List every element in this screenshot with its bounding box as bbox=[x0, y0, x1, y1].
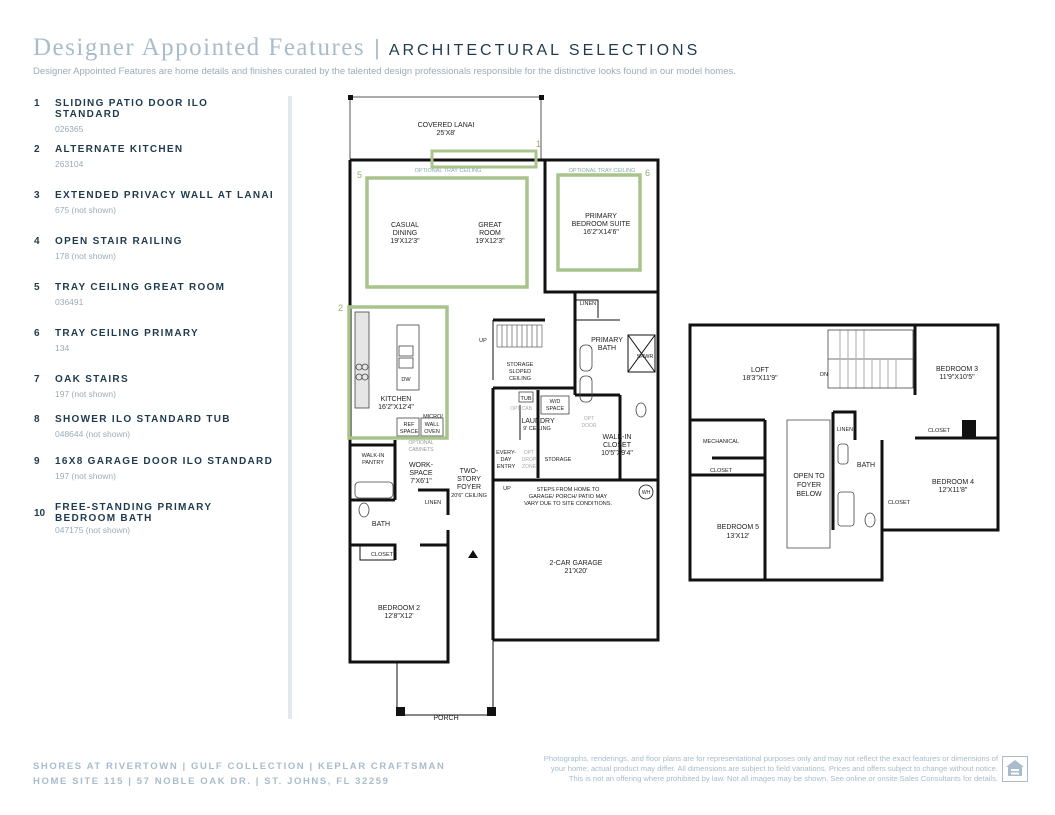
disclaimer-line: Photographs, renderings, and floor plans are for representational purposes only and may not reflect the exact features or dimensions of bbox=[543, 754, 998, 763]
tray-ceiling-label: OPTIONAL TRAY CEILING bbox=[568, 168, 636, 174]
room-dim: 10'5"X9'4" bbox=[601, 450, 633, 457]
room-name: 2-CAR GARAGE bbox=[549, 560, 603, 567]
feature-number: 3 bbox=[34, 190, 40, 201]
room-name: DAY bbox=[500, 457, 512, 463]
disclaimer-line: This is not an offering where prohibited by law. Not all images may be shown. See online or onsite Sales Consultants for details. bbox=[568, 774, 998, 783]
feature-name: TRAY CEILING GREAT ROOM bbox=[55, 282, 226, 293]
feature-name: FREE-STANDING PRIMARY BEDROOM BATH bbox=[55, 502, 213, 524]
room-name: WALK-IN bbox=[602, 434, 632, 441]
room-name: STORAGE bbox=[544, 457, 572, 463]
feature-item bbox=[34, 328, 274, 374]
room-name: SLOPED bbox=[508, 369, 532, 375]
appliance-label: MICRO/ bbox=[423, 414, 443, 420]
feature-item bbox=[34, 98, 274, 144]
room-dim: 20'6" CEILING bbox=[451, 493, 487, 499]
room-name: PRIMARY bbox=[591, 337, 623, 344]
callout-5: 5 bbox=[357, 170, 363, 180]
porch-posts bbox=[396, 550, 496, 716]
option-label: DOOR bbox=[581, 423, 597, 429]
feature-number: 9 bbox=[34, 456, 40, 467]
footer-homesite: HOME SITE 115 | 57 NOBLE OAK DR. | ST. JOHNS, FL 32259 bbox=[33, 776, 390, 787]
option-label: OPT CAB bbox=[510, 406, 532, 412]
room-name: DINING bbox=[392, 230, 418, 237]
feature-name: SLIDING PATIO DOOR ILO STANDARD bbox=[55, 98, 209, 120]
feature-item bbox=[34, 282, 274, 328]
feature-name: OAK STAIRS bbox=[55, 374, 129, 385]
room-name: BATH bbox=[856, 462, 876, 469]
room-name: BEDROOM 5 bbox=[716, 524, 760, 531]
room-name: SHWR bbox=[636, 354, 654, 360]
note-text: GARAGE/ PORCH/ PATIO MAY bbox=[528, 494, 608, 500]
option-label: DROP bbox=[521, 457, 537, 463]
page-subtitle: ARCHITECTURAL SELECTIONS bbox=[388, 42, 701, 59]
room-dim: 12'8"X12' bbox=[384, 613, 414, 620]
footer-address bbox=[33, 759, 445, 789]
room-name: BATH bbox=[371, 521, 391, 528]
room-name: EVERY- bbox=[496, 450, 516, 456]
title-row bbox=[33, 34, 1033, 62]
equal-housing-icon bbox=[1002, 756, 1028, 782]
room-name: LINEN bbox=[424, 500, 442, 506]
option-label: OPTIONAL bbox=[408, 440, 434, 446]
room-name: BEDROOM 4 bbox=[931, 479, 975, 486]
feature-item bbox=[34, 374, 274, 414]
room-dim: 25'X8' bbox=[436, 130, 456, 137]
room-name: CEILING bbox=[508, 376, 532, 382]
feature-code: 197 (not shown) bbox=[55, 471, 116, 481]
feature-number: 5 bbox=[34, 282, 40, 293]
feature-code: 047175 (not shown) bbox=[55, 525, 131, 535]
room-name: CLOSET bbox=[927, 428, 951, 434]
feature-number: 2 bbox=[34, 144, 40, 155]
first-floor-stairs bbox=[497, 325, 542, 347]
option-label: OPT bbox=[583, 416, 595, 422]
room-name: BATH bbox=[597, 345, 617, 352]
option-label: OPT bbox=[523, 450, 535, 456]
feature-code: 026365 bbox=[55, 124, 84, 134]
room-name: MECHANICAL bbox=[702, 439, 740, 445]
vertical-divider bbox=[288, 96, 292, 719]
bath-fixtures bbox=[355, 345, 646, 517]
page-header bbox=[33, 34, 1033, 77]
room-name: PRIMARY bbox=[585, 213, 617, 220]
room-name: CLOSET bbox=[602, 442, 632, 449]
callout-6: 6 bbox=[645, 168, 651, 178]
room-name: OPEN TO bbox=[793, 473, 825, 480]
svg-text:WH: WH bbox=[641, 490, 651, 496]
fixture-label: TUB bbox=[520, 396, 532, 402]
room-name: FOYER bbox=[796, 482, 822, 489]
appliance-label: REF bbox=[403, 422, 415, 428]
feature-number: 6 bbox=[34, 328, 40, 339]
title-separator: | bbox=[374, 35, 380, 60]
appliance-label: W/D bbox=[549, 399, 561, 405]
room-dim: 9' CEILING bbox=[523, 426, 551, 432]
appliance-label: DW bbox=[401, 377, 411, 383]
appliance-label: SPACE bbox=[399, 429, 419, 435]
room-name: CLOSET bbox=[709, 468, 733, 474]
room-dim: 21'X20' bbox=[564, 568, 588, 575]
feature-number: 7 bbox=[34, 374, 40, 385]
feature-code: 048644 (not shown) bbox=[55, 429, 131, 439]
room-dim: 12'X11'8" bbox=[938, 487, 968, 494]
feature-code: 263104 bbox=[55, 159, 84, 169]
feature-name: OPEN STAIR RAILING bbox=[55, 236, 183, 247]
room-dim: 7'X6'1" bbox=[410, 478, 432, 485]
room-name: ROOM bbox=[479, 230, 501, 237]
disclaimer bbox=[520, 754, 998, 784]
room-name: BEDROOM SUITE bbox=[571, 221, 631, 228]
feature-number: 1 bbox=[34, 98, 40, 109]
feature-code: 036491 bbox=[55, 297, 84, 307]
note-text: STEPS FROM HOME TO bbox=[536, 487, 600, 493]
stair-label: UP bbox=[503, 486, 511, 492]
feature-item bbox=[34, 456, 274, 502]
feature-name: 16X8 GARAGE DOOR ILO STANDARD bbox=[55, 456, 274, 467]
room-name: SPACE bbox=[409, 470, 433, 477]
second-floor-fixtures bbox=[787, 330, 913, 548]
feature-name: TRAY CEILING PRIMARY bbox=[55, 328, 199, 339]
feature-code: 675 (not shown) bbox=[55, 205, 116, 215]
feature-name: ALTERNATE KITCHEN bbox=[55, 144, 184, 155]
room-dim: 13'X12' bbox=[726, 533, 750, 540]
room-name: BEDROOM 2 bbox=[377, 605, 421, 612]
stair-label: UP bbox=[479, 338, 487, 344]
room-name: FOYER bbox=[456, 484, 482, 491]
room-dim: 11'9"X10'5" bbox=[939, 374, 975, 381]
appliance-label: OVEN bbox=[424, 429, 440, 435]
intro-text: Designer Appointed Features are home details and finishes curated by the talented design professionals responsible for the distinctive looks found in our model homes. bbox=[33, 66, 736, 77]
room-dim: 19'X12'3" bbox=[390, 238, 420, 245]
room-name: ENTRY bbox=[496, 464, 516, 470]
garage-porch bbox=[397, 640, 654, 715]
footer-community: SHORES AT RIVERTOWN | GULF COLLECTION | KEPLAR CRAFTSMAN bbox=[33, 761, 446, 772]
room-name: PANTRY bbox=[362, 460, 384, 466]
appliance-label: SPACE bbox=[545, 406, 565, 412]
room-name: CASUAL bbox=[390, 222, 420, 229]
room-dim: 16'2"X12'4" bbox=[378, 404, 414, 411]
room-name: TWO- bbox=[459, 468, 479, 475]
tray-ceiling-label: OPTIONAL TRAY CEILING bbox=[414, 168, 482, 174]
option-label: ZONE bbox=[522, 464, 536, 470]
feature-code: 197 (not shown) bbox=[55, 389, 116, 399]
feature-item bbox=[34, 190, 274, 236]
callout-1: 1 bbox=[536, 139, 542, 149]
floor-plan bbox=[330, 88, 1020, 728]
feature-item bbox=[34, 236, 274, 282]
room-name: COVERED LANAI bbox=[417, 122, 475, 129]
room-dim: 19'X12'3" bbox=[475, 238, 505, 245]
feature-item bbox=[34, 144, 274, 190]
feature-number: 8 bbox=[34, 414, 40, 425]
room-dim: 18'3"X11'9" bbox=[742, 375, 778, 382]
room-name: LINEN bbox=[836, 427, 854, 433]
feature-code: 178 (not shown) bbox=[55, 251, 116, 261]
room-name: GREAT bbox=[478, 222, 502, 229]
closet-block bbox=[962, 420, 976, 438]
feature-item bbox=[34, 414, 274, 456]
room-name: STORAGE bbox=[506, 362, 534, 368]
disclaimer-line: your home; actual product may differ. All dimensions are subject to field variations. Prices and offers subject to change without notice. bbox=[550, 764, 998, 773]
feature-number: 4 bbox=[34, 236, 40, 247]
room-name: CLOSET bbox=[887, 500, 911, 506]
appliance-label: WALL bbox=[424, 422, 440, 428]
room-name: LAUNDRY bbox=[521, 418, 555, 425]
room-name: STORY bbox=[457, 476, 481, 483]
room-name: CLOSET bbox=[370, 552, 394, 558]
second-floor-walls bbox=[690, 325, 998, 580]
note-text: VARY DUE TO SITE CONDITIONS. bbox=[524, 501, 612, 507]
feature-list bbox=[34, 98, 274, 542]
feature-code: 134 bbox=[55, 343, 70, 353]
water-heater-icon bbox=[639, 485, 653, 499]
feature-number: 10 bbox=[34, 508, 46, 519]
stair-label: DN bbox=[820, 372, 828, 378]
feature-name: EXTENDED PRIVACY WALL AT LANAI bbox=[55, 190, 275, 201]
room-name: WALK-IN bbox=[361, 453, 385, 459]
room-name: BEDROOM 3 bbox=[935, 366, 979, 373]
room-name: KITCHEN bbox=[380, 396, 412, 403]
second-floor-labels bbox=[703, 366, 978, 540]
room-name: WORK- bbox=[408, 462, 434, 469]
feature-item bbox=[34, 502, 274, 542]
room-name: BELOW bbox=[796, 491, 822, 498]
first-floor-labels bbox=[362, 122, 654, 722]
room-name: LOFT bbox=[751, 367, 769, 374]
option-label: CABINETS bbox=[408, 447, 434, 453]
feature-name: SHOWER ILO STANDARD TUB bbox=[55, 414, 231, 425]
room-dim: 16'2"X14'6" bbox=[583, 229, 619, 236]
page-title: Designer Appointed Features bbox=[33, 34, 366, 61]
room-name: PORCH bbox=[433, 715, 459, 722]
callout-2: 2 bbox=[338, 303, 344, 313]
room-name: LINEN bbox=[579, 301, 597, 307]
